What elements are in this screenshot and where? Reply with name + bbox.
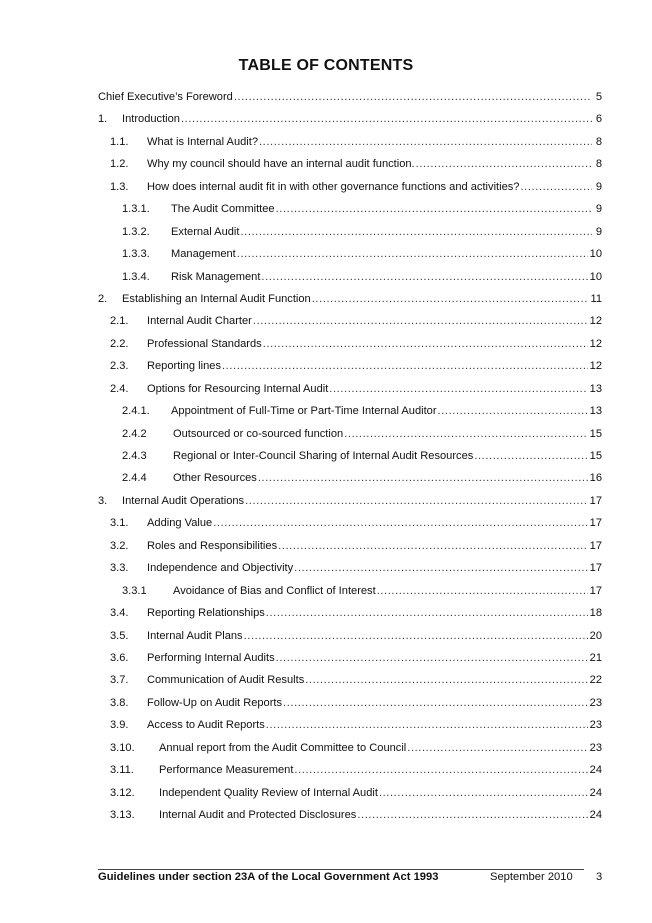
toc-entry-number: 3.10.: [110, 741, 135, 754]
toc-entry-title: Internal Audit Charter: [147, 315, 252, 328]
toc-entry-number: 1.1.: [110, 135, 129, 148]
toc-entry[interactable]: [98, 313, 602, 335]
toc-leader-dots: [438, 403, 588, 419]
toc-entry[interactable]: [98, 605, 602, 627]
page-footer: [98, 871, 603, 887]
toc-entry-number: 3.7.: [110, 674, 129, 687]
toc-entry[interactable]: [98, 269, 602, 291]
toc-entry-page: 10: [589, 270, 602, 283]
toc-entry-number: 3.13.: [110, 809, 135, 821]
toc-leader-dots: [276, 650, 588, 666]
toc-leader-dots: [259, 134, 592, 150]
toc-entry-title: Introduction: [122, 113, 180, 126]
toc-leader-dots: [407, 740, 587, 756]
toc-entry[interactable]: [98, 515, 602, 537]
toc-leader-dots: [253, 313, 588, 329]
toc-entry-title: Risk Management: [171, 270, 261, 283]
toc-entry[interactable]: [98, 403, 602, 425]
toc-entry-number: 1.2.: [110, 158, 129, 171]
toc-leader-dots: [181, 111, 592, 127]
toc-entry-title: Performance Measurement: [159, 764, 294, 777]
toc-leader-dots: [474, 448, 587, 464]
toc-entry-title: Performing Internal Audits: [147, 651, 275, 664]
toc-entry-page: 10: [589, 248, 602, 261]
toc-entry[interactable]: [98, 291, 602, 313]
toc-entry-page: 23: [589, 719, 602, 732]
footer-date: September 2010: [490, 871, 573, 883]
toc-entry-title: Outsourced or co-sourced function: [173, 427, 344, 440]
toc-entry-number: 3.9.: [110, 719, 129, 732]
toc-entry[interactable]: [98, 89, 602, 111]
toc-entry-title: Why my council should have an internal audit function.: [147, 158, 415, 171]
toc-entry-number: 2.4.4: [122, 472, 147, 485]
toc-entry-title: Professional Standards: [147, 337, 262, 350]
toc-entry-title: Follow-Up on Audit Reports: [147, 696, 283, 709]
toc-entry[interactable]: [98, 762, 602, 784]
toc-entry-page: 12: [589, 360, 602, 373]
toc-entry-number: 1.3.1.: [122, 203, 150, 216]
toc-leader-dots: [344, 426, 587, 442]
toc-entry-page: 24: [589, 764, 602, 777]
toc-entry[interactable]: [98, 111, 602, 133]
toc-leader-dots: [261, 269, 587, 285]
toc-entry-title: Other Resources: [173, 472, 257, 485]
toc-leader-dots: [244, 628, 588, 644]
toc-entry-page: 13: [589, 382, 602, 395]
toc-entry[interactable]: [98, 381, 602, 403]
toc-leader-dots: [416, 156, 592, 172]
toc-entry-number: 2.: [98, 292, 108, 305]
toc-entry-page: 22: [589, 674, 602, 687]
toc-leader-dots: [276, 201, 592, 217]
toc-entry[interactable]: [98, 246, 602, 268]
toc-entry[interactable]: [98, 358, 602, 380]
toc-entry-page: 13: [589, 405, 602, 418]
toc-entry-number: 2.4.2: [122, 427, 147, 440]
toc-entry-number: 1.3.: [110, 180, 129, 193]
toc-leader-dots: [283, 695, 588, 711]
toc-entry-page: 8: [595, 158, 602, 171]
toc-entry-page: 24: [589, 786, 602, 799]
toc-entry-title: Independent Quality Review of Internal Audit: [159, 786, 378, 799]
toc-leader-dots: [222, 358, 588, 374]
toc-entry[interactable]: [98, 224, 602, 246]
toc-entry[interactable]: [98, 156, 602, 178]
toc-leader-dots: [213, 515, 587, 531]
toc-entry-page: 20: [589, 629, 602, 642]
toc-entry-page: 12: [589, 337, 602, 350]
toc-entry-number: 1.3.3.: [122, 248, 150, 261]
toc-entry-title: Management: [171, 248, 236, 261]
toc-entry-title: Avoidance of Bias and Conflict of Interest: [173, 584, 376, 597]
toc-entry-page: 9: [595, 225, 602, 238]
toc-entry[interactable]: [98, 560, 602, 582]
toc-entry-page: 17: [589, 494, 602, 507]
footer-divider: [98, 869, 584, 870]
toc-entry-number: 1.: [98, 113, 108, 126]
toc-entry-page: 17: [589, 584, 602, 597]
toc-entry-number: 3.11.: [110, 764, 134, 777]
toc-entry-page: 9: [595, 180, 602, 193]
toc-leader-dots: [266, 605, 588, 621]
toc-entry[interactable]: [98, 740, 602, 762]
toc-entry[interactable]: [98, 538, 602, 560]
toc-leader-dots: [237, 246, 588, 262]
toc-entry-title: Establishing an Internal Audit Function: [122, 292, 311, 305]
toc-entry-page: 11: [590, 292, 602, 305]
toc-entry-title: Roles and Responsibilities: [147, 539, 278, 552]
toc-entry-number: 2.3.: [110, 360, 129, 373]
toc-entry-page: 24: [589, 809, 602, 821]
toc-entry-title: Communication of Audit Results: [147, 674, 305, 687]
toc-leader-dots: [312, 291, 589, 307]
toc-entry-page: 17: [589, 517, 602, 530]
toc-entry-title: Annual report from the Audit Committee to Council: [159, 741, 407, 754]
toc-entry-page: 23: [589, 741, 602, 754]
toc-entry-page: 8: [595, 135, 602, 148]
toc-entry[interactable]: [98, 785, 602, 807]
toc-entry-title: Options for Resourcing Internal Audit: [147, 382, 329, 395]
toc-entry-number: 3.4.: [110, 607, 129, 620]
toc-entry-number: 3.2.: [110, 539, 129, 552]
toc-entry[interactable]: [98, 201, 602, 223]
toc-entry-number: 3.: [98, 494, 108, 507]
toc-entry[interactable]: [98, 628, 602, 650]
toc-leader-dots: [379, 785, 588, 801]
toc-leader-dots: [266, 717, 588, 733]
toc-entry-title: Regional or Inter-Council Sharing of Internal Audit Resources: [173, 450, 474, 462]
toc-entry-page: 18: [589, 607, 602, 620]
toc-entry[interactable]: [98, 717, 602, 739]
toc-leader-dots: [294, 560, 587, 576]
toc-leader-dots: [245, 493, 588, 509]
toc-leader-dots: [520, 179, 592, 195]
toc-entry-number: 2.4.3: [122, 450, 147, 462]
toc-entry-title: Internal Audit and Protected Disclosures: [159, 809, 357, 821]
toc-leader-dots: [278, 538, 588, 554]
toc-entry-page: 6: [595, 113, 602, 126]
toc-entry-title: How does internal audit fit in with other governance functions and activities?: [147, 180, 520, 193]
footer-page-number: 3: [596, 871, 603, 883]
toc-entry-number: 3.3.1: [122, 584, 147, 597]
toc-leader-dots: [377, 583, 588, 599]
toc-entry-page: 12: [589, 315, 602, 328]
toc-entry-number: 2.1.: [110, 315, 129, 328]
toc-entry[interactable]: [98, 470, 602, 492]
toc-entry-title: Access to Audit Reports: [147, 719, 265, 732]
toc-entry[interactable]: [98, 179, 602, 201]
table-of-contents: [98, 89, 602, 829]
toc-leader-dots: [234, 89, 592, 105]
toc-entry-title: The Audit Committee: [171, 203, 275, 216]
toc-entry-page: 17: [589, 562, 602, 575]
toc-entry-number: 3.12.: [110, 786, 135, 799]
toc-entry-page: 21: [589, 651, 602, 664]
toc-entry-page: 15: [589, 450, 602, 462]
toc-entry-page: 17: [589, 539, 602, 552]
toc-leader-dots: [305, 672, 587, 688]
toc-entry[interactable]: [98, 583, 602, 605]
toc-entry-number: 1.3.4.: [122, 270, 150, 283]
toc-entry-number: 3.3.: [110, 562, 129, 575]
toc-entry-number: 3.5.: [110, 629, 129, 642]
toc-leader-dots: [329, 381, 587, 397]
toc-entry-title: External Audit: [171, 225, 240, 238]
page-title: TABLE OF CONTENTS: [238, 57, 414, 74]
toc-entry-number: 1.3.2.: [122, 225, 150, 238]
toc-entry-title: Adding Value: [147, 517, 213, 530]
toc-entry-number: 2.4.1.: [122, 405, 150, 418]
toc-entry[interactable]: [98, 336, 602, 358]
toc-entry-number: 3.1.: [110, 517, 129, 530]
toc-entry-number: 3.8.: [110, 696, 129, 709]
toc-entry[interactable]: [98, 493, 602, 515]
toc-entry-page: 5: [595, 91, 602, 103]
toc-entry[interactable]: [98, 672, 602, 694]
toc-entry-number: 3.6.: [110, 651, 129, 664]
toc-entry[interactable]: [98, 695, 602, 717]
toc-entry[interactable]: [98, 134, 602, 156]
toc-entry[interactable]: [98, 807, 602, 829]
toc-leader-dots: [263, 336, 588, 352]
toc-entry-number: 2.2.: [110, 337, 129, 350]
toc-entry-page: 16: [589, 472, 602, 485]
toc-entry[interactable]: [98, 448, 602, 470]
toc-leader-dots: [240, 224, 592, 240]
toc-entry-title: Reporting lines: [147, 360, 221, 373]
toc-entry[interactable]: [98, 650, 602, 672]
toc-entry-title: Independence and Objectivity: [147, 562, 294, 575]
toc-entry-page: 23: [589, 696, 602, 709]
toc-entry-title: What is Internal Audit?: [147, 135, 258, 148]
toc-entry-title: Reporting Relationships: [147, 607, 265, 620]
toc-entry-page: 9: [595, 203, 602, 216]
toc-leader-dots: [258, 470, 588, 486]
toc-entry-title: Internal Audit Operations: [122, 494, 245, 507]
toc-entry-title: Appointment of Full-Time or Part-Time Internal Auditor: [171, 405, 437, 418]
toc-entry-number: 2.4.: [110, 382, 129, 395]
toc-entry[interactable]: [98, 426, 602, 448]
toc-entry-title: Internal Audit Plans: [147, 629, 243, 642]
toc-leader-dots: [357, 807, 587, 823]
toc-entry-title: Chief Executive’s Foreword: [98, 91, 233, 103]
footer-document-title: Guidelines under section 23A of the Local Government Act 1993: [98, 871, 439, 883]
toc-entry-page: 15: [589, 427, 602, 440]
toc-leader-dots: [294, 762, 587, 778]
